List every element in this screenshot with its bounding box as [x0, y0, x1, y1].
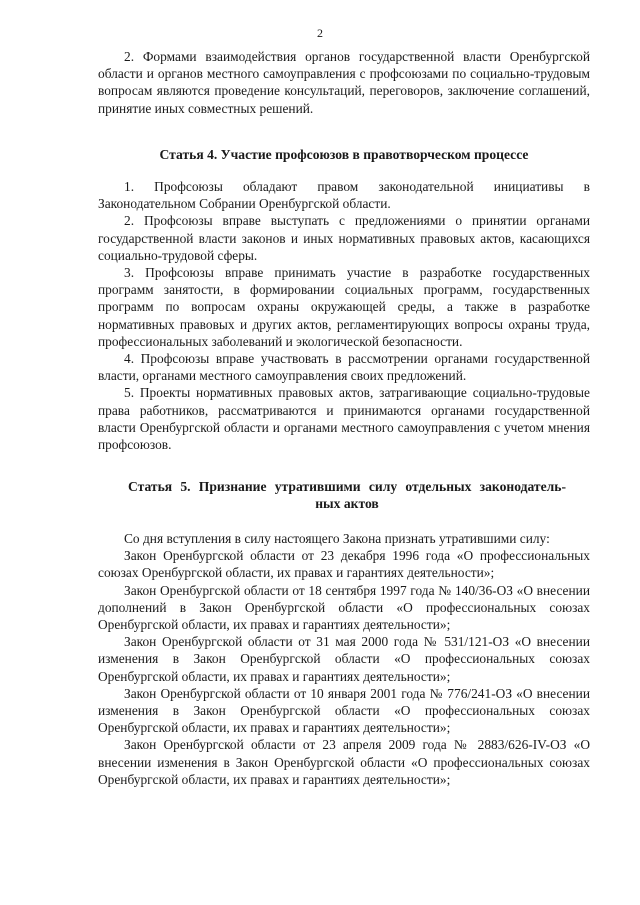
paragraph: 4. Профсоюзы вправе участвовать в рассмотрении органами государственной власти, органами местного самоуправления своих предложений. [98, 351, 590, 384]
article-5-title-line1: Статья 5. Признание утратившими силу отдельных законодатель- [128, 479, 566, 494]
article-5-title [128, 478, 566, 512]
page-number: 2 [317, 26, 323, 40]
paragraph: Закон Оренбургской области от 23 апреля 2009 года № 2883/626-IV-ОЗ «О внесении изменения в Закон Оренбургской области «О профессиональных союзах Оренбургской области, их правах и гарантиях деятельности»; [98, 737, 590, 787]
paragraph: 1. Профсоюзы обладают правом законодательной инициативы в Законодательном Собрании Оренбургской области. [98, 179, 590, 212]
paragraph: 3. Профсоюзы вправе принимать участие в разработке государственных программ занятости, в формировании социальных программ, государственных программ по вопросам охраны окружающей среды, а также в разработке нормативных правовых и других актов, регламентирующих вопросы охраны труда, профессиональных заболеваний и экологической безопасности. [98, 265, 590, 349]
paragraph: Закон Оренбургской области от 23 декабря 1996 года «О профессиональных союзах Оренбургской области, их правах и гарантиях деятельности»; [98, 548, 590, 581]
paragraph: Закон Оренбургской области от 10 января 2001 года № 776/241-ОЗ «О внесении изменения в Закон Оренбургской области «О профессиональных союзах Оренбургской области, их правах и гарантиях деятельности»; [98, 685, 590, 736]
paragraph: 2. Профсоюзы вправе выступать с предложениями о принятии органами государственной власти законов и иных нормативных правовых актов, касающихся социально-трудовой сферы. [98, 213, 590, 263]
article-5-body [98, 530, 590, 788]
article-4-title: Статья 4. Участие профсоюзов в правотворческом процессе [159, 147, 529, 162]
paragraph: Закон Оренбургской области от 31 мая 2000 года № 531/121-ОЗ «О внесении изменения в Закон Оренбургской области «О профессиональных союзах Оренбургской области, их правах и гарантиях деятельности»; [98, 634, 590, 684]
intro-block [98, 48, 590, 117]
paragraph: 5. Проекты нормативных правовых актов, затрагивающие социально-трудовые права работников, рассматриваются и принимаются органами государственной власти Оренбургской области и органами местного самоуправления с учетом мнения профсоюзов. [98, 385, 590, 453]
article-5-title-line2: ных актов [315, 496, 379, 511]
paragraph: Закон Оренбургской области от 18 сентября 1997 года № 140/36-ОЗ «О внесении дополнений в Закон Оренбургской области «О профессиональных союзах Оренбургской области, их правах и гарантиях деятельности»; [98, 582, 590, 633]
article-4-body [98, 178, 590, 453]
paragraph: 2. Формами взаимодействия органов государственной власти Оренбургской области и органов местного самоуправления с профсоюзами по социально-трудовым вопросам являются проведение консультаций, переговоров, заключение соглашений, принятие иных совместных решений. [98, 49, 590, 116]
paragraph: Со дня вступления в силу настоящего Закона признать утратившими силу: [124, 531, 550, 546]
